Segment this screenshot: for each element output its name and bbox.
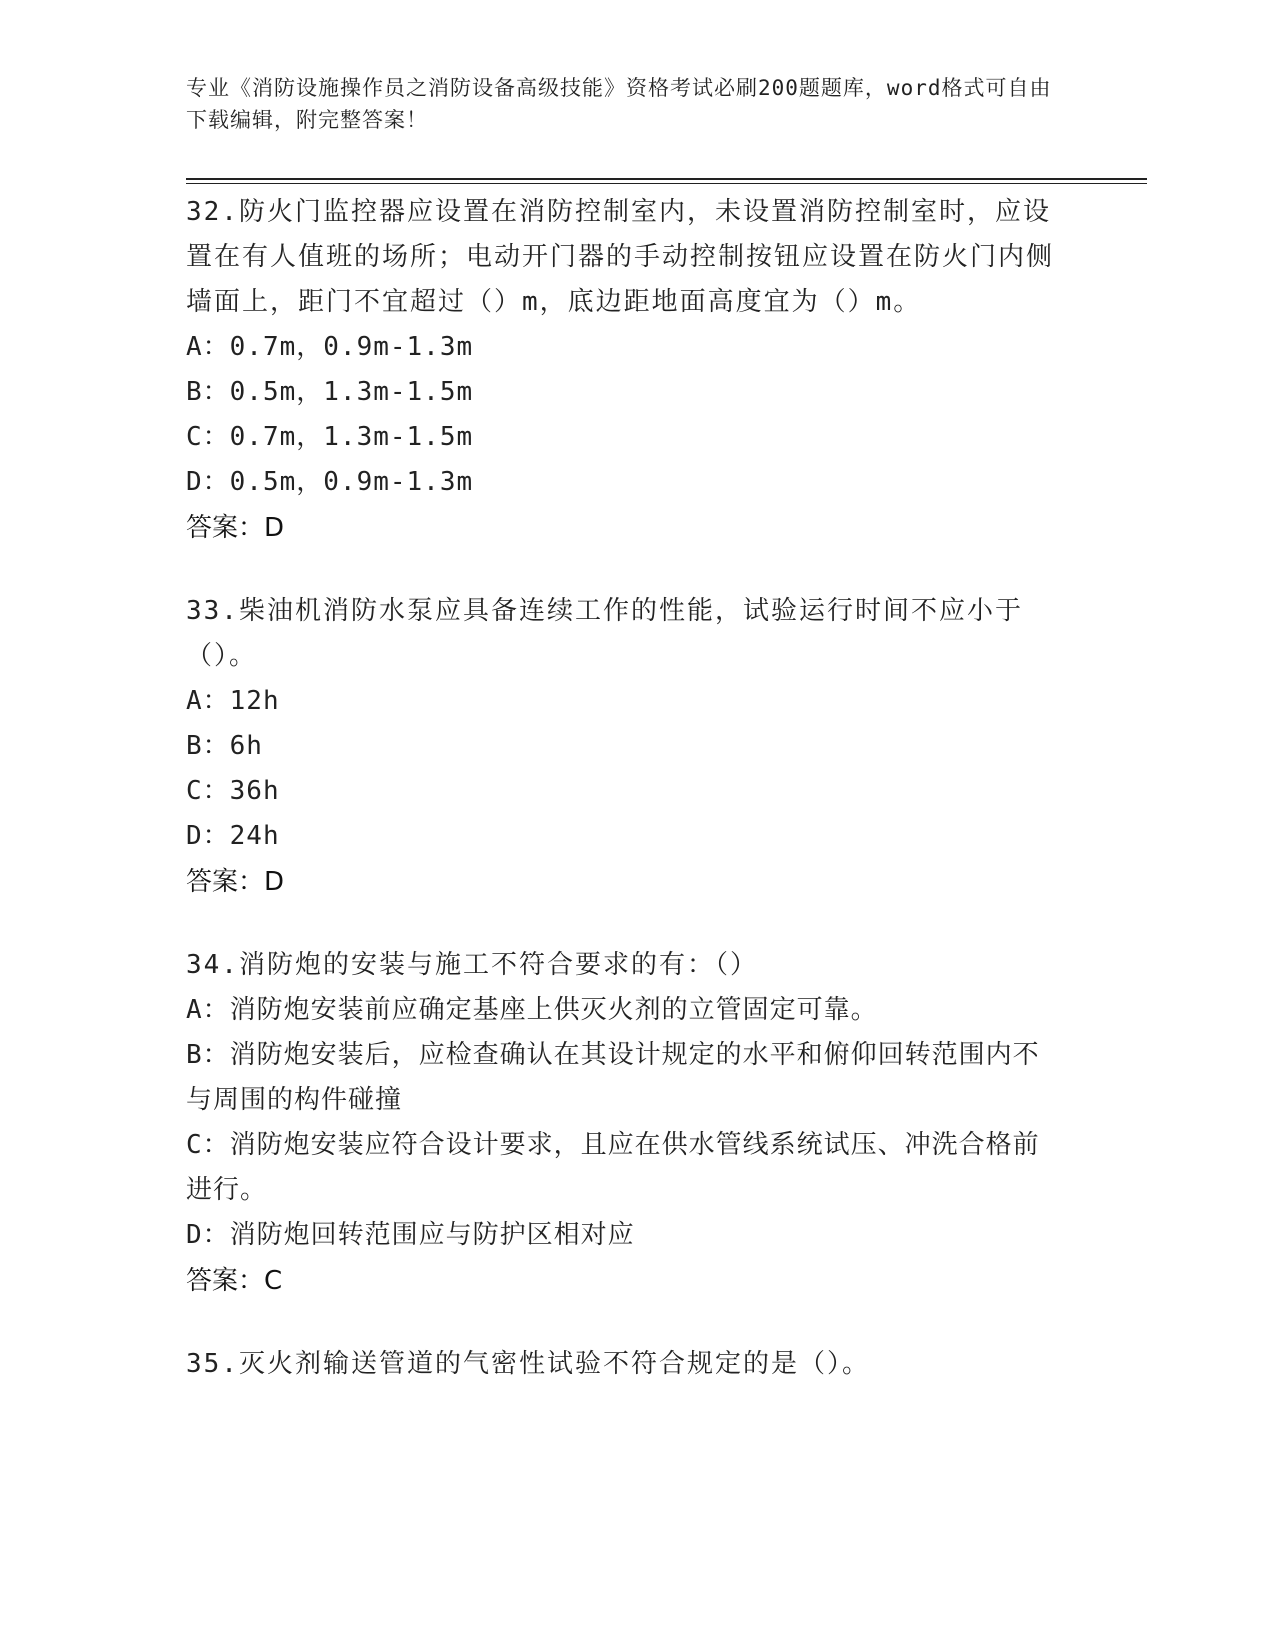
option-b: B：消防炮安装后，应检查确认在其设计规定的水平和俯仰回转范围内不与周围的构件碰撞	[186, 1040, 1040, 1115]
page-header: 专业《消防设施操作员之消防设备高级技能》资格考试必刷200题题库，word格式可自由下载编辑，附完整答案！	[186, 76, 1052, 132]
question-stem: 35.灭火剂输送管道的气密性试验不符合规定的是（）。	[186, 1349, 870, 1379]
question-33	[186, 589, 1066, 905]
question-stem: 34.消防炮的安装与施工不符合要求的有：（）	[186, 950, 758, 980]
header-divider-thin	[186, 183, 1147, 184]
option-d: D：消防炮回转范围应与防护区相对应	[186, 1220, 635, 1250]
answer: 答案：D	[186, 513, 285, 543]
header-divider-thick	[186, 178, 1147, 180]
answer: 答案：D	[186, 867, 285, 897]
answer: 答案：C	[186, 1266, 283, 1296]
question-stem: 33.柴油机消防水泵应具备连续工作的性能，试验运行时间不应小于（）。	[186, 596, 1023, 671]
question-35	[186, 1342, 1066, 1387]
question-34	[186, 943, 1066, 1304]
option-a: A：12h	[186, 686, 280, 716]
option-c: C：0.7m，1.3m-1.5m	[186, 422, 474, 452]
option-a: A：0.7m，0.9m-1.3m	[186, 332, 474, 362]
option-d: D：24h	[186, 821, 280, 851]
question-32	[186, 190, 1066, 551]
question-stem: 32.防火门监控器应设置在消防控制室内，未设置消防控制室时，应设置在有人值班的场所；电动开门器的手动控制按钮应设置在防火门内侧墙面上，距门不宜超过（）m，底边距地面高度宜为（）m。	[186, 197, 1055, 317]
option-b: B：6h	[186, 731, 263, 761]
option-d: D：0.5m，0.9m-1.3m	[186, 467, 474, 497]
option-c: C：消防炮安装应符合设计要求，且应在供水管线系统试压、冲洗合格前进行。	[186, 1130, 1040, 1205]
option-a: A：消防炮安装前应确定基座上供灭火剂的立管固定可靠。	[186, 995, 878, 1025]
question-list	[186, 190, 1066, 1425]
option-c: C：36h	[186, 776, 280, 806]
option-b: B：0.5m，1.3m-1.5m	[186, 377, 474, 407]
